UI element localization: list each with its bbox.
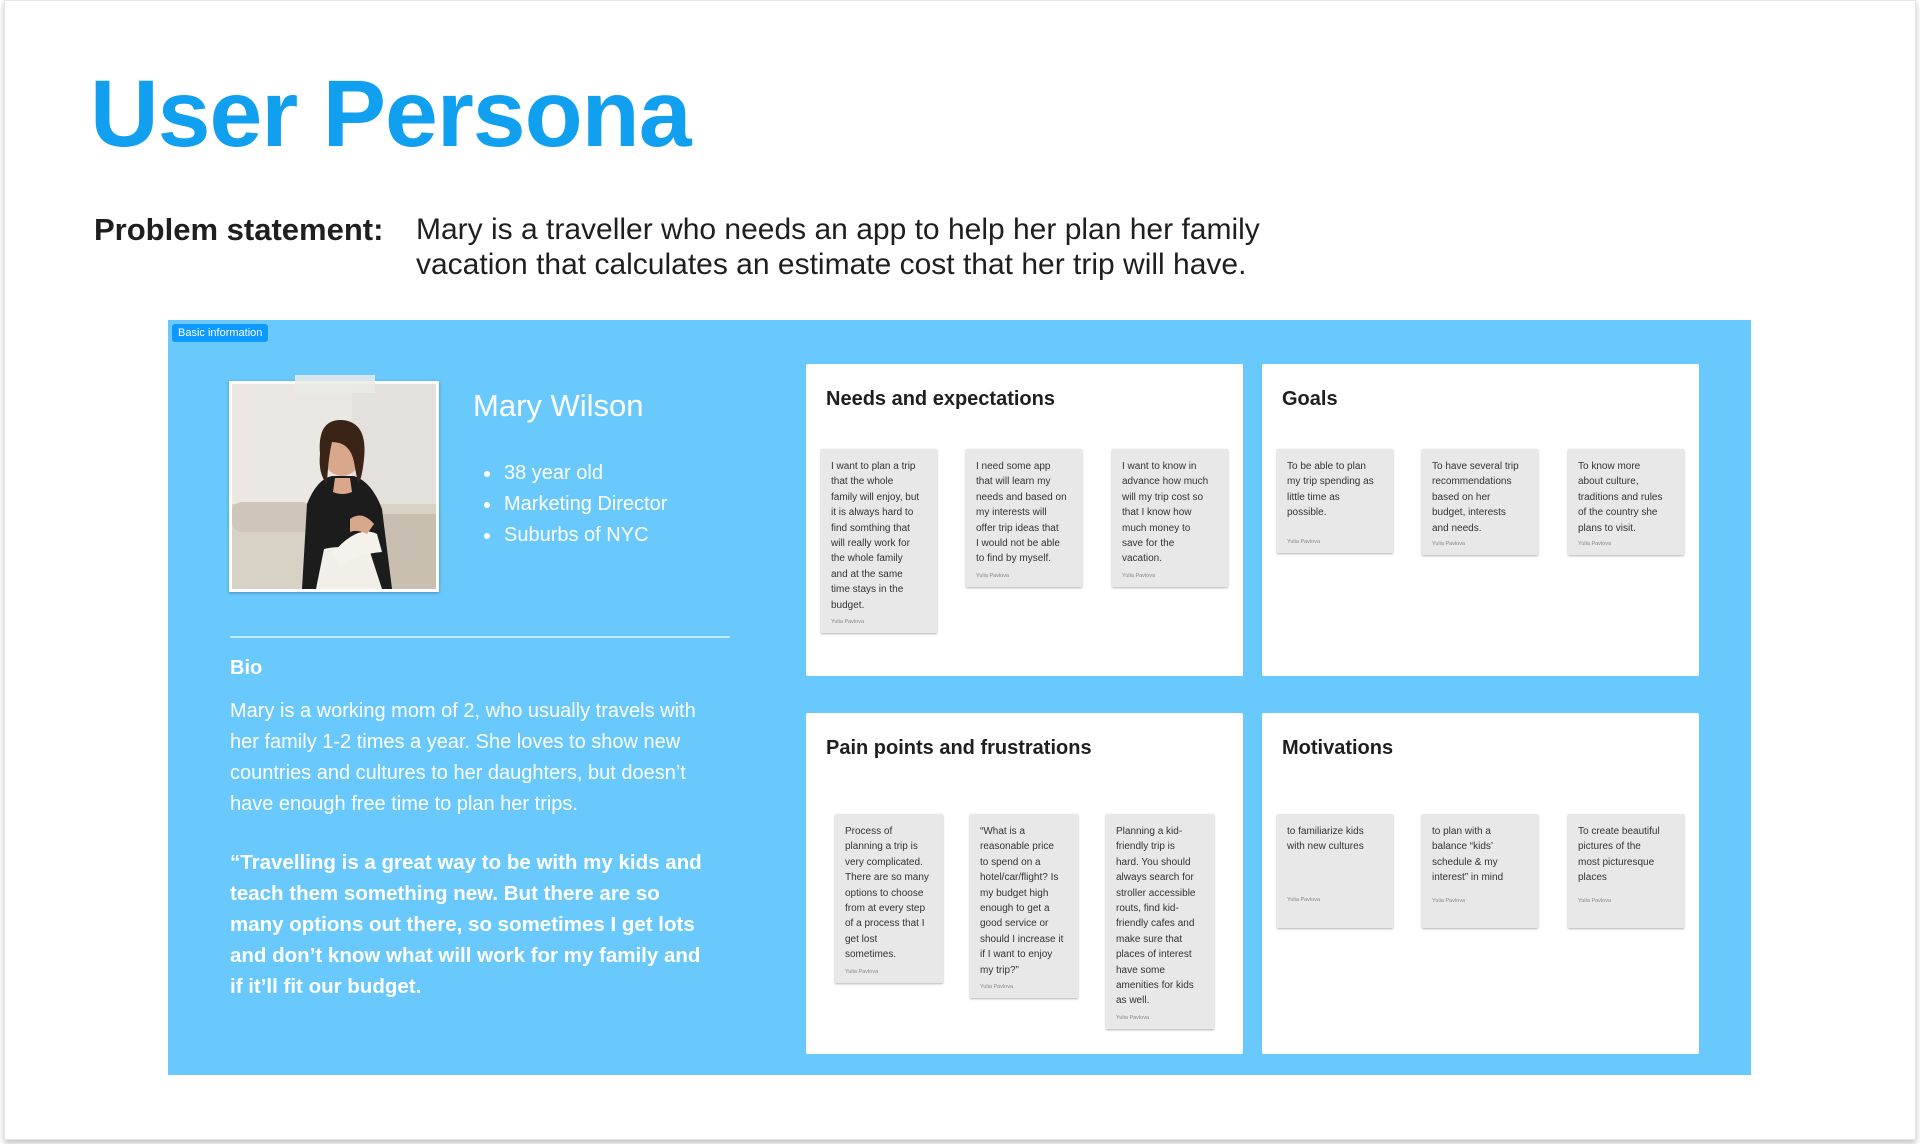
problem-statement-label: Problem statement: (94, 212, 384, 247)
sticky-text (980, 824, 1068, 978)
board-tag[interactable]: Basic information (172, 324, 268, 342)
sticky-line: find somthing that (831, 522, 910, 534)
sticky-line: I want to plan a trip (831, 461, 916, 472)
persona-fact: Suburbs of NYC (478, 520, 667, 551)
sticky-text (1287, 459, 1383, 521)
sticky-note[interactable] (1422, 449, 1538, 555)
sticky-line: To be able to plan (1287, 461, 1366, 472)
sticky-note[interactable] (1112, 449, 1228, 587)
sticky-line: of a process that I (845, 918, 925, 930)
divider (230, 636, 730, 638)
sticky-line: little time as (1287, 491, 1340, 503)
sticky-line: stroller accessible (1116, 887, 1196, 899)
sticky-line: vacation. (1122, 553, 1163, 565)
sticky-line: I would not be able (976, 538, 1060, 550)
quote-line: and don’t know what will work for my family and (230, 944, 701, 967)
sticky-note[interactable] (821, 449, 937, 633)
sticky-note[interactable] (1106, 814, 1214, 1029)
sticky-line: very complicated. (845, 856, 923, 868)
persona-name: Mary Wilson (473, 388, 644, 423)
sticky-author: Yulia Pavlova (1122, 572, 1156, 579)
sticky-line: my interests will (976, 507, 1047, 519)
sticky-line: and at the same (831, 568, 903, 580)
pain-points-card (806, 713, 1243, 1054)
sticky-line: I want to know in (1122, 461, 1197, 472)
sticky-author: Yulia Pavlova (1116, 1014, 1150, 1021)
sticky-line: my budget high (980, 887, 1049, 899)
problem-statement-line: Mary is a traveller who needs an app to help her plan her family (416, 213, 1260, 246)
persona-photo (232, 384, 436, 589)
tape-decoration (295, 375, 375, 393)
sticky-line: about culture, (1578, 476, 1639, 488)
sticky-line: from at every step (845, 903, 926, 915)
sticky-text (845, 824, 933, 963)
sticky-line: recommendations (1432, 476, 1512, 488)
persona-fact: Marketing Director (478, 489, 667, 520)
sticky-line: the whole family (831, 553, 903, 565)
sticky-line: needs and based on (976, 491, 1067, 503)
sticky-line: planning a trip is (845, 841, 918, 853)
sticky-line: places of interest (1116, 949, 1192, 961)
sticky-author: Yulia Pavlova (1432, 541, 1466, 548)
problem-statement-line: vacation that calculates an estimate cost that her trip will have. (416, 248, 1247, 281)
needs-card (806, 364, 1243, 676)
sticky-author: Yulia Pavlova (1432, 897, 1466, 904)
sticky-line: interest” in mind (1432, 872, 1504, 884)
sticky-line: enough to get a (980, 903, 1050, 915)
sticky-line: save for the (1122, 538, 1175, 550)
sticky-line: to spend on a (980, 856, 1041, 868)
sticky-line: traditions and rules (1578, 491, 1663, 503)
sticky-author: Yulia Pavlova (1578, 541, 1612, 548)
sticky-line: sometimes. (845, 949, 897, 961)
sticky-text (1116, 824, 1204, 1009)
card-title: Motivations (1282, 737, 1394, 759)
sticky-author: Yulia Pavlova (831, 619, 865, 626)
card-title: Needs and expectations (826, 388, 1055, 410)
sticky-line: hard. You should (1116, 856, 1191, 868)
sticky-line: my trip spending as (1287, 476, 1374, 488)
sticky-line: options to choose (845, 887, 924, 899)
sticky-line: it is always hard to (831, 507, 914, 519)
sticky-line: to find by myself. (976, 553, 1052, 565)
sticky-note[interactable] (1568, 449, 1684, 555)
sticky-line: budget. (831, 599, 865, 611)
sticky-line: that the whole (831, 476, 894, 488)
sticky-text (1287, 824, 1383, 855)
sticky-line: to plan with a (1432, 826, 1491, 837)
sticky-line: my trip?” (980, 964, 1019, 976)
sticky-line: advance how much (1122, 476, 1209, 488)
sticky-text (1122, 459, 1218, 567)
sticky-line: good service or (980, 918, 1049, 930)
sticky-line: hotel/car/flight? Is (980, 872, 1059, 884)
quote-line: if it’ll fit our budget. (230, 975, 422, 998)
sticky-line: of the country she (1578, 507, 1658, 519)
sticky-line: most picturesque (1578, 856, 1655, 868)
sticky-author: Yulia Pavlova (1578, 897, 1612, 904)
sticky-author: Yulia Pavlova (845, 968, 879, 975)
sticky-line: friendly trip is (1116, 841, 1175, 853)
sticky-line: To create beautiful (1578, 826, 1660, 837)
sticky-text (1432, 824, 1528, 886)
sticky-text (831, 459, 927, 613)
sticky-line: time stays in the (831, 584, 904, 596)
sticky-line: possible. (1287, 507, 1327, 519)
sticky-author: Yulia Pavlova (1287, 896, 1321, 903)
sticky-line: To have several trip (1432, 461, 1519, 472)
quote-line: teach them something new. But there are so (230, 882, 660, 905)
sticky-line: much money to (1122, 522, 1191, 534)
sticky-note[interactable] (835, 814, 943, 983)
persona-fact: 38 year old (478, 458, 667, 489)
goals-card (1262, 364, 1699, 676)
sticky-line: places (1578, 872, 1607, 884)
sticky-line: amenities for kids (1116, 980, 1194, 992)
sticky-line: I need some app (976, 461, 1051, 472)
sticky-line: to familiarize kids (1287, 826, 1364, 837)
sticky-line: will my trip cost so (1122, 491, 1204, 503)
sticky-line: with new cultures (1287, 841, 1364, 853)
sticky-line: plans to visit. (1578, 522, 1636, 534)
sticky-author: Yulia Pavlova (976, 572, 1010, 579)
sticky-line: pictures of the (1578, 841, 1641, 853)
sticky-line: and needs. (1432, 522, 1482, 534)
sticky-note[interactable] (1422, 814, 1538, 928)
sticky-text (1432, 459, 1528, 536)
sticky-text (1578, 824, 1674, 886)
sticky-line: if I want to enjoy (980, 949, 1053, 961)
sticky-line: make sure that (1116, 933, 1183, 945)
sticky-line: routs, find kid- (1116, 903, 1179, 915)
persona-quote (230, 847, 730, 1002)
sticky-author: Yulia Pavlova (980, 984, 1014, 991)
sticky-line: family will enjoy, but (831, 491, 920, 503)
sticky-line: have some (1116, 964, 1165, 976)
bio-line: her family 1-2 times a year. She loves to show new (230, 731, 681, 753)
sticky-line: reasonable price (980, 841, 1054, 853)
sticky-line: Planning a kid- (1116, 826, 1183, 837)
page-title: User Persona (90, 61, 691, 167)
sticky-line: To know more (1578, 461, 1641, 472)
sticky-line: schedule & my (1432, 856, 1498, 868)
persona-facts (478, 458, 667, 551)
sticky-line: always search for (1116, 872, 1194, 884)
sticky-line: get lost (845, 933, 878, 945)
sticky-line: offer trip ideas that (976, 522, 1059, 534)
sticky-note[interactable] (1568, 814, 1684, 928)
bio-line: Mary is a working mom of 2, who usually travels with (230, 700, 696, 722)
sticky-line: based on her (1432, 491, 1491, 503)
quote-line: many options out there, so sometimes I get lots (230, 913, 695, 936)
sticky-line: that I know how (1122, 507, 1192, 519)
sticky-text (1578, 459, 1674, 536)
card-title: Pain points and frustrations (826, 737, 1092, 759)
bio-line: countries and cultures to her daughters, but doesn’t (230, 762, 686, 784)
sticky-line: There are so many (845, 872, 929, 884)
avatar (229, 381, 439, 592)
sticky-line: Process of (845, 826, 893, 837)
sticky-line: balance “kids’ (1432, 841, 1494, 853)
sticky-author: Yulia Pavlova (1287, 538, 1321, 545)
bio-label: Bio (230, 657, 263, 679)
sticky-note[interactable] (1277, 449, 1393, 553)
sticky-note[interactable] (966, 449, 1082, 587)
sticky-line: as well. (1116, 995, 1150, 1007)
sticky-text (976, 459, 1072, 567)
card-title: Goals (1282, 388, 1338, 410)
sticky-note[interactable] (1277, 814, 1393, 928)
sticky-line: friendly cafes and (1116, 918, 1195, 930)
sticky-line: will really work for (831, 538, 910, 550)
sticky-line: “What is a (980, 826, 1026, 837)
bio-line: have enough free time to plan her trips. (230, 793, 578, 815)
bio-text (230, 696, 740, 820)
sticky-line: should I increase it (980, 933, 1064, 945)
sticky-line: that will learn my (976, 476, 1051, 488)
motivations-card (1262, 713, 1699, 1054)
problem-statement-text (416, 212, 1316, 282)
quote-line: “Travelling is a great way to be with my kids and (230, 851, 702, 874)
sticky-note[interactable] (970, 814, 1078, 998)
sticky-line: budget, interests (1432, 507, 1506, 519)
